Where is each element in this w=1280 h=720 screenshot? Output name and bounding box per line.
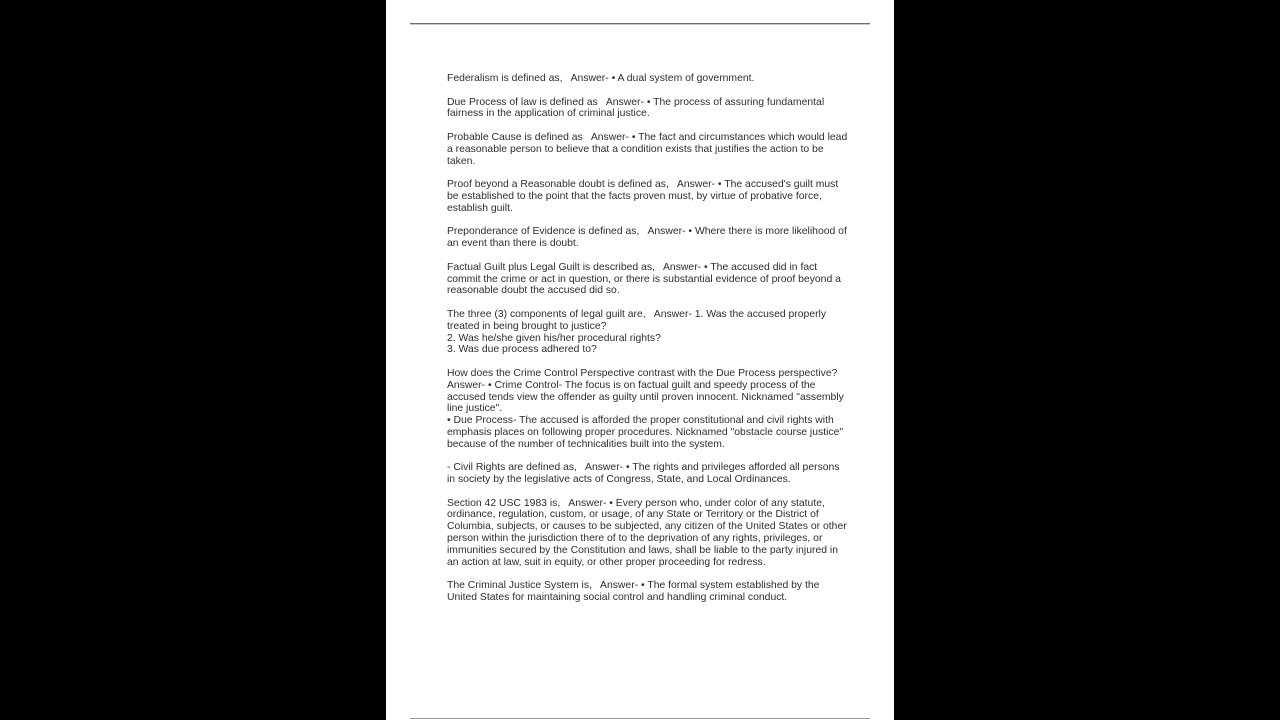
entry-reasonable-doubt	[447, 179, 849, 214]
entry-line: How does the Crime Control Perspective contrast with the Due Process perspective?	[447, 367, 838, 379]
document-body	[447, 73, 849, 616]
entry-legal-guilt-components	[447, 309, 849, 356]
entry-text: Proof beyond a Reasonable doubt is defined as, Answer- • The accused's guilt must be established to the point that the facts proven must, by virtue of probative force, establish guilt.	[447, 179, 842, 214]
entry-preponderance-of-evidence	[447, 226, 849, 250]
entry-text: Federalism is defined as, Answer- • A dual system of government.	[447, 73, 755, 84]
footer-divider	[410, 718, 870, 719]
entry-text: Due Process of law is defined as Answer- • The process of assuring fundamental fairness in the application of criminal justice.	[447, 96, 828, 120]
entry-civil-rights	[447, 462, 849, 486]
entry-section-42-usc-1983	[447, 498, 849, 569]
entry-line: 2. Was he/she given his/her procedural rights?	[447, 332, 661, 344]
entry-line: The three (3) components of legal guilt are, Answer- 1. Was the accused properly treated in being brought to justice?	[447, 308, 829, 332]
document-page	[386, 0, 894, 720]
entry-line: 3. Was due process adhered to?	[447, 344, 597, 356]
entry-line: • Due Process- The accused is afforded the proper constitutional and civil rights with emphasis places on following proper procedures. Nicknamed "obstacle course justice" because of the number of technicalities built into the system.	[447, 415, 846, 450]
entry-criminal-justice-system	[447, 580, 849, 604]
entry-text: Probable Cause is defined as Answer- • The fact and circumstances which would lead a reasonable person to believe that a condition exists that justifies the action to be taken.	[447, 131, 851, 167]
entry-text: Section 42 USC 1983 is, Answer- • Every person who, under color of any statute, ordinance, regulation, custom, or usage, of any State or Territory or the District of Columbia, subjects, or causes to be subjected, any citizen of the United States or other person within the jurisdiction there of to the deprivation of any rights, privileges, or immunities secured by the Constitution and laws, shall be liable to the party injured in an action at law, suit in equity, or other proper proceeding for redress.	[447, 497, 850, 568]
entry-due-process-of-law	[447, 97, 849, 121]
entry-probable-cause	[447, 132, 849, 167]
entry-text: Factual Guilt plus Legal Guilt is described as, Answer- • The accused did in fact commit the crime or act in question, or there is substantial evidence of proof beyond a reasonable doubt the accused did so.	[447, 261, 844, 297]
header-divider	[410, 23, 870, 25]
entry-text: Preponderance of Evidence is defined as, Answer- • Where there is more likelihood of an event than there is doubt.	[447, 226, 850, 250]
entry-line: Answer- • Crime Control- The focus is on factual guilt and speedy process of the accused tends view the offender as guilty until proven innocent. Nicknamed "assembly line justice".	[447, 379, 847, 415]
entry-crime-control-vs-due-process	[447, 368, 849, 451]
entry-factual-legal-guilt	[447, 262, 849, 297]
entry-text: - Civil Rights are defined as, Answer- • The rights and privileges afforded all persons in society by the legislative acts of Congress, State, and Local Ordinances.	[447, 462, 843, 486]
entry-federalism	[447, 73, 849, 85]
entry-text: The Criminal Justice System is, Answer- • The formal system established by the United States for maintaining social control and handling criminal conduct.	[447, 580, 823, 604]
